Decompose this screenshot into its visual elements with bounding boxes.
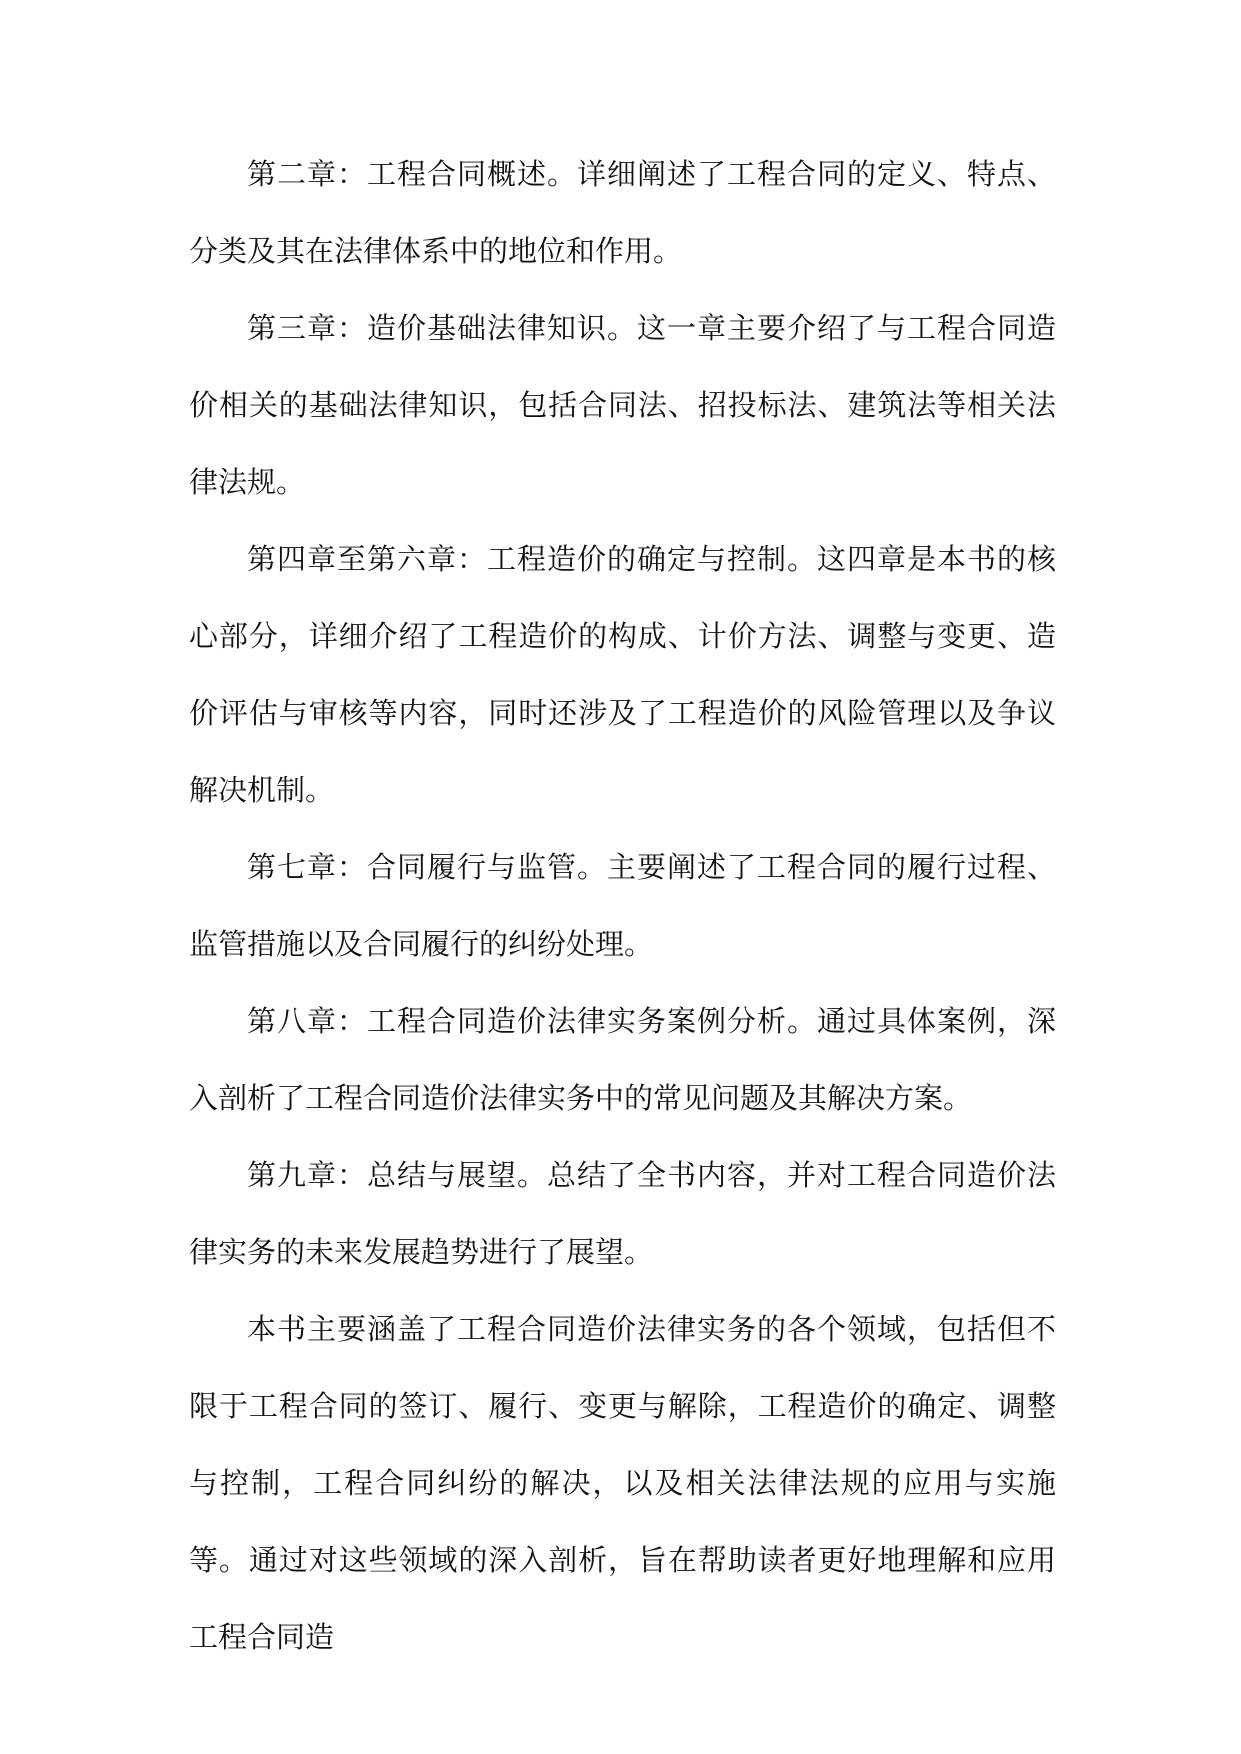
paragraph-book-scope: 本书主要涵盖了工程合同造价法律实务的各个领域，包括但不限于工程合同的签订、履行、变更与解除，工程造价的确定、调整与控制，工程合同纠纷的解决，以及相关法律法规的应用与实施等。通过对这些领域的深入剖析，旨在帮助读者更好地理解和应用工程合同造 — [189, 1312, 1056, 1654]
paragraph-chapter-3: 第三章：造价基础法律知识。这一章主要介绍了与工程合同造价相关的基础法律知识，包括合同法、招投标法、建筑法等相关法律法规。 — [189, 311, 1056, 499]
paragraph-chapter-2: 第二章：工程合同概述。详细阐述了工程合同的定义、特点、分类及其在法律体系中的地位和作用。 — [189, 157, 1056, 268]
paragraph-chapter-9: 第九章：总结与展望。总结了全书内容，并对工程合同造价法律实务的未来发展趋势进行了展望。 — [189, 1158, 1056, 1269]
paragraph-chapter-7: 第七章：合同履行与监管。主要阐述了工程合同的履行过程、监管措施以及合同履行的纠纷处理。 — [189, 850, 1056, 961]
paragraph-chapter-8: 第八章：工程合同造价法律实务案例分析。通过具体案例，深入剖析了工程合同造价法律实务中的常见问题及其解决方案。 — [189, 1004, 1056, 1115]
paragraph-chapter-4-6: 第四章至第六章：工程造价的确定与控制。这四章是本书的核心部分，详细介绍了工程造价的构成、计价方法、调整与变更、造价评估与审核等内容，同时还涉及了工程造价的风险管理以及争议解决机制。 — [189, 542, 1056, 807]
